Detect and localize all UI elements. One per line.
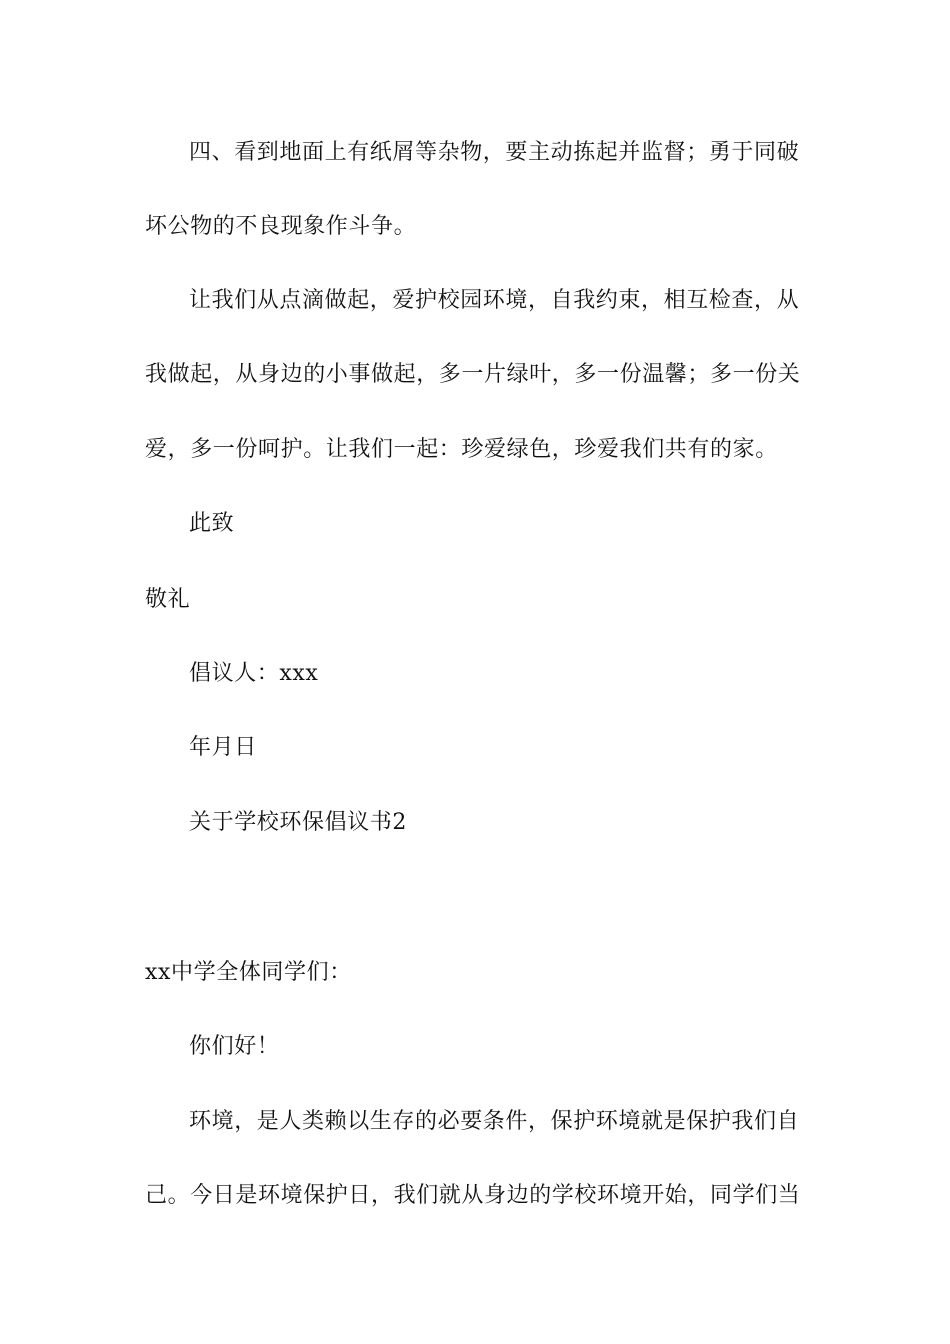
text-line-1: 四、看到地面上有纸屑等杂物，要主动拣起并监督；勇于同破: [189, 140, 800, 165]
text-line-2: 坏公物的不良现象作斗争。: [145, 214, 417, 239]
date-line: 年月日: [189, 735, 257, 760]
closing-cizhi: 此致: [189, 511, 235, 536]
text-line-14: 己。今日是环境保护日，我们就从身边的学校环境开始，同学们当: [145, 1183, 801, 1208]
text-line-4: 我做起，从身边的小事做起，多一片绿叶，多一份温馨；多一份关: [145, 362, 801, 387]
salutation: xx中学全体同学们：: [145, 960, 352, 985]
text-line-5: 爱，多一份呵护。让我们一起：珍爱绿色，珍爱我们共有的家。: [145, 437, 778, 462]
greeting: 你们好！: [189, 1034, 280, 1059]
text-line-13: 环境，是人类赖以生存的必要条件，保护环境就是保护我们自: [189, 1109, 800, 1134]
section-title: 关于学校环保倡议书2: [189, 810, 407, 835]
closing-jingli: 敬礼: [145, 587, 191, 612]
text-line-3: 让我们从点滴做起，爱护校园环境，自我约束，相互检查，从: [189, 288, 800, 313]
signature-line: 倡议人：xxx: [189, 661, 319, 686]
